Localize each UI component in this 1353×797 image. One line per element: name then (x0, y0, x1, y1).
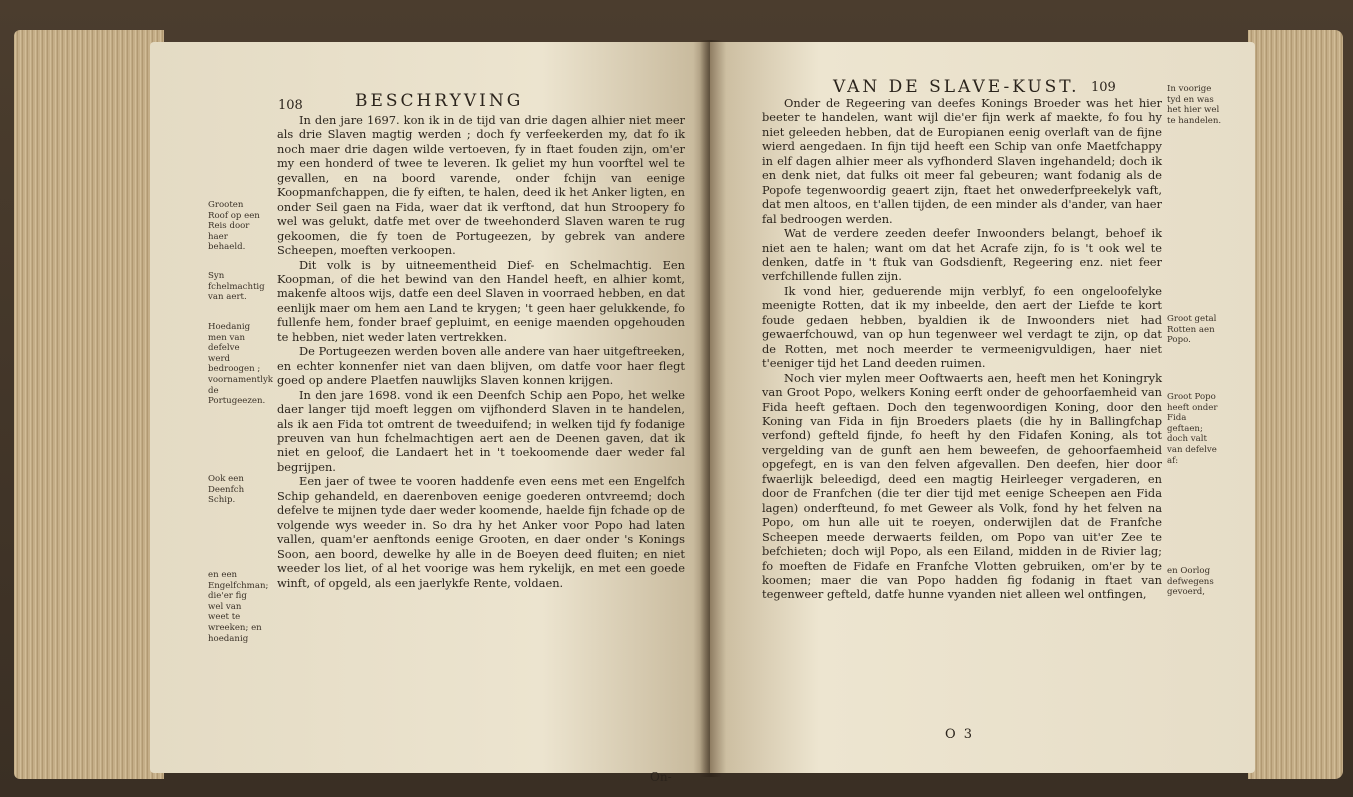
left-paragraph: In den jare 1697. kon ik in de tijd van drie dagen alhier niet meer als drie Slaven magtig werden ; doch fy verfeekerden my, dat fo ik noch maer drie dagen wilde vertoeven, fy in ftaet fouden zijn, om'er my een honderd of twee te leveren. Ik geliet my hun voorftel wel te gevallen, en na boord varende, onder fchijn van eenige Koopmanfchappen, die fy eiften, te halen, deed ik het Anker ligten, en onder Seil gaen na Fida, waer dat ik verftond, dat hun Stroopery fo wel was gelukt, datfe met over de tweehonderd Slaven waren te rug gekoomen, die fy toen de Portugeezen, by gebrek van andere Scheepen, moeften verkoopen. (277, 113, 685, 258)
right-paragraph: Noch vier mylen meer Ooftwaerts aen, heeft men het Koningryk van Groot Popo, welkers Koning eerft onder de gehoorfaemheid van Fida heeft geftaen. Doch den tegenwoordigen Koning, door den Koning van Fida in fijn Broeders plaets (die hy in Ballingfchap verfond) gefteld fijnde, fo heeft hy den Fidafen Koning, als tot vergelding van de gunft aen hem beweefen, de gehoorfaemheid opgefegt, en is van den felven afgevallen. Den deefen, hier door fwaerlijk beleedigd, deed een magtig Heirleeger vergaderen, en door de Franfchen (die ter dier tijd met eenige Scheepen aen Fida lagen) onderfteund, fo met Geweer als Volk, fond hy het felven na Popo, om hun alle uit te roeyen, onderwijlen dat de Franfche Scheepen meede derwaerts feilden, om Popo van uit'er Zee te befchieten; doch wijl Popo, als een Eiland, midden in de Rivier lag; fo moeften de Fidafe en Franfche Vlotten gebruiken, om'er by te koomen; maer die van Popo hadden fig fodanig in ftaet van tegenweer gefteld, datfe hunne vyanden niet alleen wel ontfingen, (762, 370, 1162, 602)
signature-mark: O 3 (945, 727, 975, 742)
left-paragraph: Een jaer of twee te vooren haddenfe even eens met een Engelfch Schip gehandeld, en daerenboven eenige goederen ontvreemd; doch defelve te mijnen tyde daer weder koomende, haelde fijn fchade op de volgende wys weeder in. So dra hy het Anker voor Popo had laten vallen, quam'er aenftonds eenige Grooten, en daer onder 's Konings Soon, aen boord, dewelke hy alle in de Boeyen deed fluiten; en niet weeder los liet, of al het voorige was hem rykelijk, en met een goede winft, of opgeld, als een jaerlykfe Rente, voldaen. (277, 474, 685, 590)
page-edges-left (14, 30, 164, 779)
left-page (150, 42, 710, 784)
right-paragraph: Wat de verdere zeeden deefer Inwoonders belangt, behoef ik niet aen te halen; want om dat het Acrafe zijn, fo is 't ook wel te denken, datfe in 't ftuk van Godsdienft, Regeering enz. niet feer verfchillende fullen zijn. (762, 226, 1162, 284)
margin-note: Groot Popo heeft onder Fida geftaen; doch valt van defelve af: (1167, 392, 1218, 466)
margin-note: Groot getal Rotten aen Popo. (1167, 314, 1217, 346)
right-paragraph: Onder de Regeering van deefes Konings Broeder was het hier beeter te handelen, want wijl die'er fijn werk af maekte, fo fou hy niet geleeden hebben, dat de Europianen eenig overlaft van de fijne wierd aengedaen. In fijn tijd heeft een Schip van onfe Maetfchappy in elf dagen alhier meer als vyfhonderd Slaven ingehandeld; doch ik en denk niet, dat fulks oit meer fal gebeuren; want fodanig als de Popofe tegenwoordig geaert zijn, ftaet het onwederfpreekelyk vaft, dat men altoos, en t'allen tijden, de een minder als d'ander, van haer fal bedroogen werden. (762, 96, 1162, 226)
right-page (710, 42, 1255, 773)
margin-note: Grooten Roof op een Reis door haer behaeld. (208, 200, 260, 253)
page-number-left: 108 (278, 98, 303, 113)
left-paragraph: De Portugeezen werden boven alle andere van haer uitgeftreeken, en echter konnenfer niet van daen blijven, om datfe voor haer flegt goed op andere Plaetfen nauwlijks Slaven konnen krijgen. (277, 344, 685, 388)
margin-note: In voorige tyd en was het hier wel te handelen. (1167, 84, 1222, 126)
margin-note: Hoedanig men van defelve werd bedroogen ; voornamentlyk de Portugeezen. (208, 322, 274, 407)
left-paragraph: In den jare 1698. vond ik een Deenfch Schip aen Popo, het welke daer langer tijd moeft leggen om vijfhonderd Slaven in te handelen, als ik aen Fida tot omtrent de tweeduifend; in welken tijd fy fodanige preuven van hun fchelmachtigen aert aen de Deenen gaven, dat ik niet en geloof, die Landaert het in 't toekoomende daer weder fal begrijpen. (277, 387, 685, 474)
margin-note: en Oorlog defwegens gevoerd, (1167, 566, 1214, 598)
left-body (277, 113, 685, 590)
running-head-right: VAN DE SLAVE-KUST. (833, 77, 1080, 97)
margin-note: en een Engelfchman; die'er fig wel van weet te wreeken; en hoedanig (208, 570, 269, 644)
page-edges-right (1248, 30, 1343, 779)
margin-note: Syn fchelmachtig van aert. (208, 271, 265, 303)
running-head-left: BESCHRYVING (355, 91, 524, 111)
right-paragraph: Ik vond hier, geduerende mijn verblyf, fo een ongeloofelyke meenigte Rotten, dat ik my inbeelde, den aert der Liefde te kort foude gedaen hebben, byaldien ik de Inwoonders niet had gewaerfchouwd, van op hun tegenweer wel verdagt te zijn, op dat de Rotten, met noch meerder te vermeenigvuldigen, haer niet t'eeniger tijd het Land deeden ruimen. (762, 283, 1162, 371)
catchword: On- (650, 770, 672, 784)
left-paragraph: Dit volk is by uitneementheid Dief- en Schelmachtig. Een Koopman, of die het bewind van den Handel heeft, en alhier komt, makenfe altoos wijs, datfe een deel Slaven in voorraed hebben, en dat eenlijk maer om hem aen Land te krygen; 't geen haer gelukkende, fo fullenfe hem, fonder braef gepluimt, en eenige maenden opgehouden te hebben, niet weder laten vertrekken. (277, 257, 685, 344)
page-number-right: 109 (1091, 80, 1116, 95)
margin-note: Ook een Deenfch Schip. (208, 474, 245, 506)
right-body (762, 96, 1162, 602)
